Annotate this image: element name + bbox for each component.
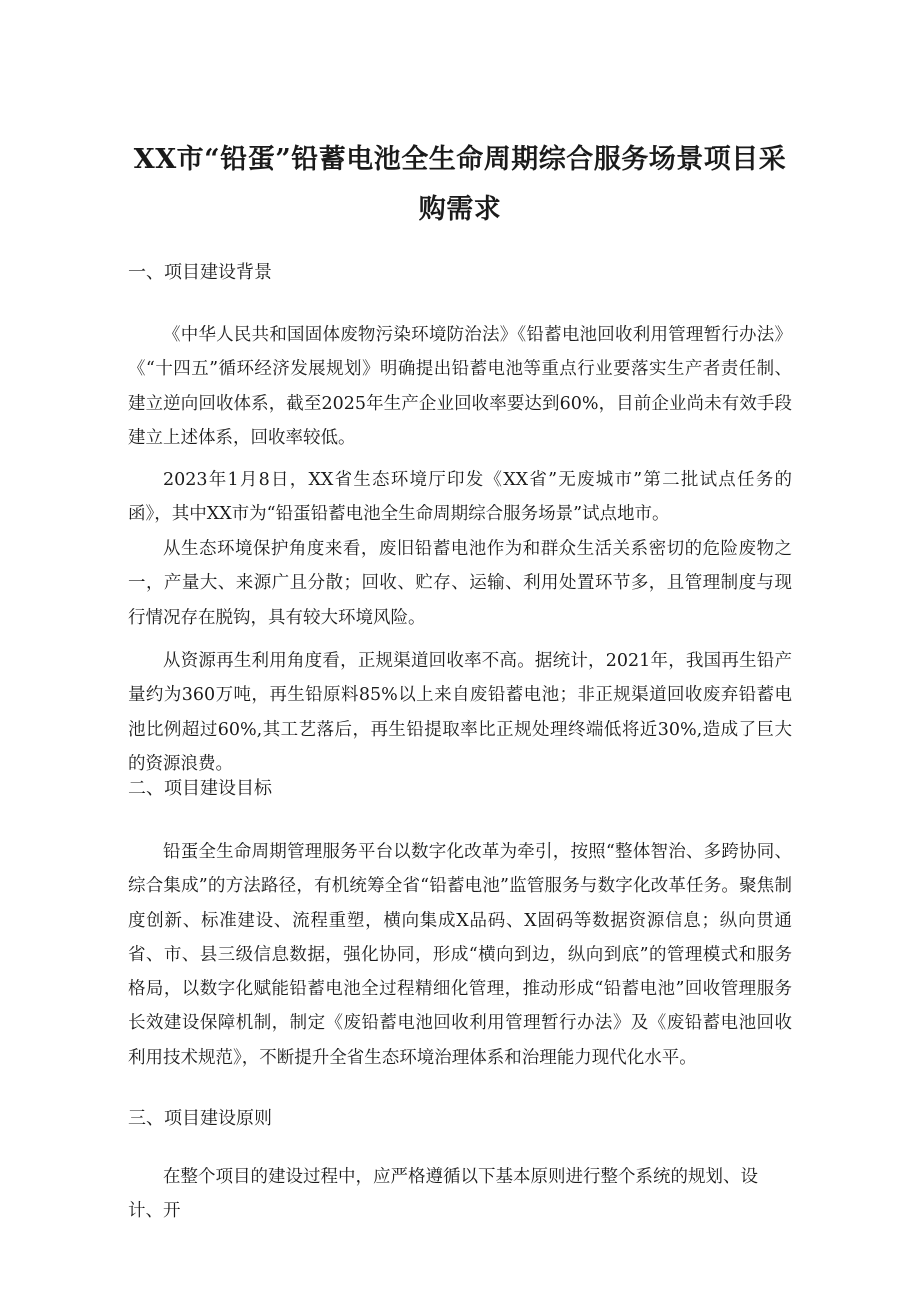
section-heading-goals: 二、项目建设目标 <box>128 778 272 799</box>
document-title: XX市“铅蛋”铅蓄电池全生命周期综合服务场景项目采购需求 <box>133 144 787 225</box>
paragraph-background-laws: 《中华人民共和国固体废物污染环境防治法》《铅蓄电池回收利用管理暂行办法》《“十四五”循环经济发展规划》明确提出铅蓄电池等重点行业要落实生产者责任制、建立逆向回收体系，截至2025年生产企业回收率要达到60%，目前企业尚未有效手段建立上述体系，回收率较低。 <box>128 325 792 448</box>
paragraph-goals: 铅蛋全生命周期管理服务平台以数字化改革为牵引，按照“整体智治、多跨协同、综合集成”的方法路径，有机统筹全省“铅蓄电池”监管服务与数字化改革任务。聚焦制度创新、标准建设、流程重塑，横向集成X品码、X固码等数据资源信息；纵向贯通省、市、县三级信息数据，强化协同，形成“横向到边，纵向到底”的管理模式和服务格局，以数字化赋能铅蓄电池全过程精细化管理，推动形成“铅蓄电池”回收管理服务长效建设保障机制，制定《废铅蓄电池回收利用管理暂行办法》及《废铅蓄电池回收利用技术规范》，不断提升全省生态环境治理体系和治理能力现代化水平。 <box>128 842 792 1068</box>
paragraph-principles: 在整个项目的建设过程中，应严格遵循以下基本原则进行整个系统的规划、设计、开 <box>128 1167 758 1222</box>
section-heading-principles: 三、项目建设原则 <box>128 1108 272 1129</box>
paragraph-background-resources: 从资源再生利用角度看，正规渠道回收率不高。据统计，2021年，我国再生铅产量约为360万吨，再生铅原料85%以上来自废铅蓄电池；非正规渠道回收废弃铅蓄电池比例超过60%,其工艺落后，再生铅提取率比正规处理终端低将近30%,造成了巨大的资源浪费。 <box>128 651 792 774</box>
paragraph-background-pilot: 2023年1月8日，XX省生态环境厅印发《XX省”无废城市”第二批试点任务的函》，其中XX市为“铅蛋铅蓄电池全生命周期综合服务场景”试点地市。 <box>128 470 792 525</box>
section-heading-background: 一、项目建设背景 <box>128 262 272 283</box>
paragraph-background-environment: 从生态环境保护角度来看，废旧铅蓄电池作为和群众生活关系密切的危险废物之一，产量大、来源广且分散；回收、贮存、运输、利用处置环节多，且管理制度与现行情况存在脱钩，具有较大环境风险。 <box>128 539 792 628</box>
